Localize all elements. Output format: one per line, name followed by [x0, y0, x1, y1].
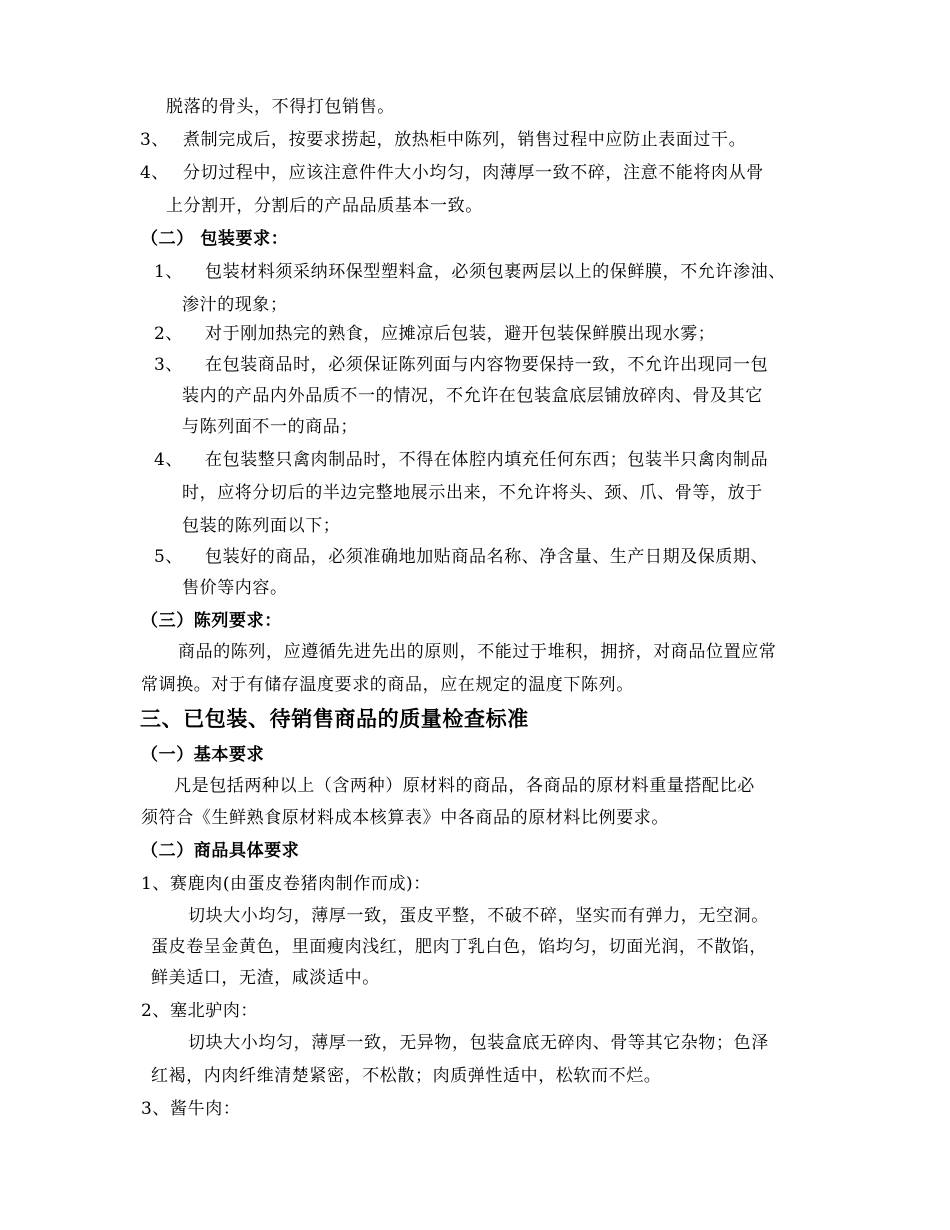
list-number: 4、 — [154, 450, 184, 470]
paragraph-line: 蛋皮卷呈金黄色，里面瘦肉浅红，肥肉丁乳白色，馅均匀，切面光润，不散馅， — [151, 937, 767, 957]
item-title: 2、塞北驴肉： — [141, 1001, 259, 1021]
paragraph-line: 鲜美适口，无渣，咸淡适中。 — [151, 968, 380, 988]
list-number: 3、 — [140, 130, 170, 150]
paragraph-line: 红褐，内肉纤维清楚紧密，不松散；肉质弹性适中，松软而不烂。 — [151, 1066, 662, 1086]
list-item-text: 在包装整只禽肉制品时，不得在体腔内填充任何东西；包装半只禽肉制品 — [205, 450, 769, 470]
text-line: 时，应将分切后的半边完整地展示出来，不允许将头、颈、爪、骨等，放于 — [182, 483, 763, 503]
text-line: 包装的陈列面以下； — [182, 516, 341, 536]
subsection-heading: （二）商品具体要求 — [141, 841, 300, 861]
paragraph-line: 商品的陈列，应遵循先进先出的原则，不能过于堆积，拥挤，对商品位置应常 — [178, 642, 777, 662]
list-item-text: 对于刚加热完的熟食，应摊凉后包装，避开包装保鲜膜出现水雾； — [205, 324, 716, 344]
text-line: 售价等内容。 — [182, 578, 288, 598]
list-number: 3、 — [154, 355, 184, 375]
list-item-text: 在包装商品时，必须保证陈列面与内容物要保持一致，不允许出现同一包 — [205, 355, 769, 375]
text-line: 上分割开，分割后的产品品质基本一致。 — [166, 196, 483, 216]
paragraph-line: 常调换。对于有储存温度要求的商品，应在规定的温度下陈列。 — [141, 675, 634, 695]
subsection-heading: （三）陈列要求： — [141, 611, 282, 631]
subsection-heading: （一）基本要求 — [141, 745, 265, 765]
paragraph-line: 切块大小均匀，薄厚一致，蛋皮平整，不破不碎，坚实而有弹力，无空洞。 — [188, 906, 769, 926]
paragraph-line: 切块大小均匀，薄厚一致，无异物，包装盒底无碎肉、骨等其它杂物；色泽 — [188, 1033, 769, 1053]
list-item-text: 包装材料须采纳环保型塑料盒，必须包裹两层以上的保鲜膜，不允许渗油、 — [205, 262, 786, 282]
text-line: 装内的产品内外品质不一的情况，不允许在包装盒底层铺放碎肉、骨及其它 — [182, 386, 763, 406]
subsection-heading: （二） 包装要求： — [141, 229, 289, 249]
paragraph-line: 须符合《生鲜熟食原材料成本核算表》中各商品的原材料比例要求。 — [141, 808, 669, 828]
text-line: 与陈列面不一的商品； — [182, 417, 358, 437]
text-line: 渗汁的现象； — [182, 295, 288, 315]
list-number: 5、 — [154, 547, 184, 567]
section-heading: 三、已包装、待销售商品的质量检查标准 — [140, 706, 529, 731]
list-number: 4、 — [140, 163, 170, 183]
list-number: 1、 — [154, 262, 184, 282]
item-title: 3、酱牛肉： — [141, 1099, 241, 1119]
item-title: 1、赛鹿肉(由蛋皮卷猪肉制作而成)： — [141, 874, 431, 894]
list-item-text: 包装好的商品，必须准确地加贴商品名称、净含量、生产日期及保质期、 — [205, 547, 769, 567]
list-number: 2、 — [154, 324, 184, 344]
paragraph-line: 凡是包括两种以上（含两种）原材料的商品，各商品的原材料重量搭配比必 — [174, 776, 755, 796]
list-item-text: 煮制完成后，按要求捞起，放热柜中陈列，销售过程中应防止表面过干。 — [183, 130, 747, 150]
text-line: 脱落的骨头，不得打包销售。 — [166, 97, 395, 117]
list-item-text: 分切过程中，应该注意件件大小均匀，肉薄厚一致不碎，注意不能将肉从骨 — [183, 163, 764, 183]
